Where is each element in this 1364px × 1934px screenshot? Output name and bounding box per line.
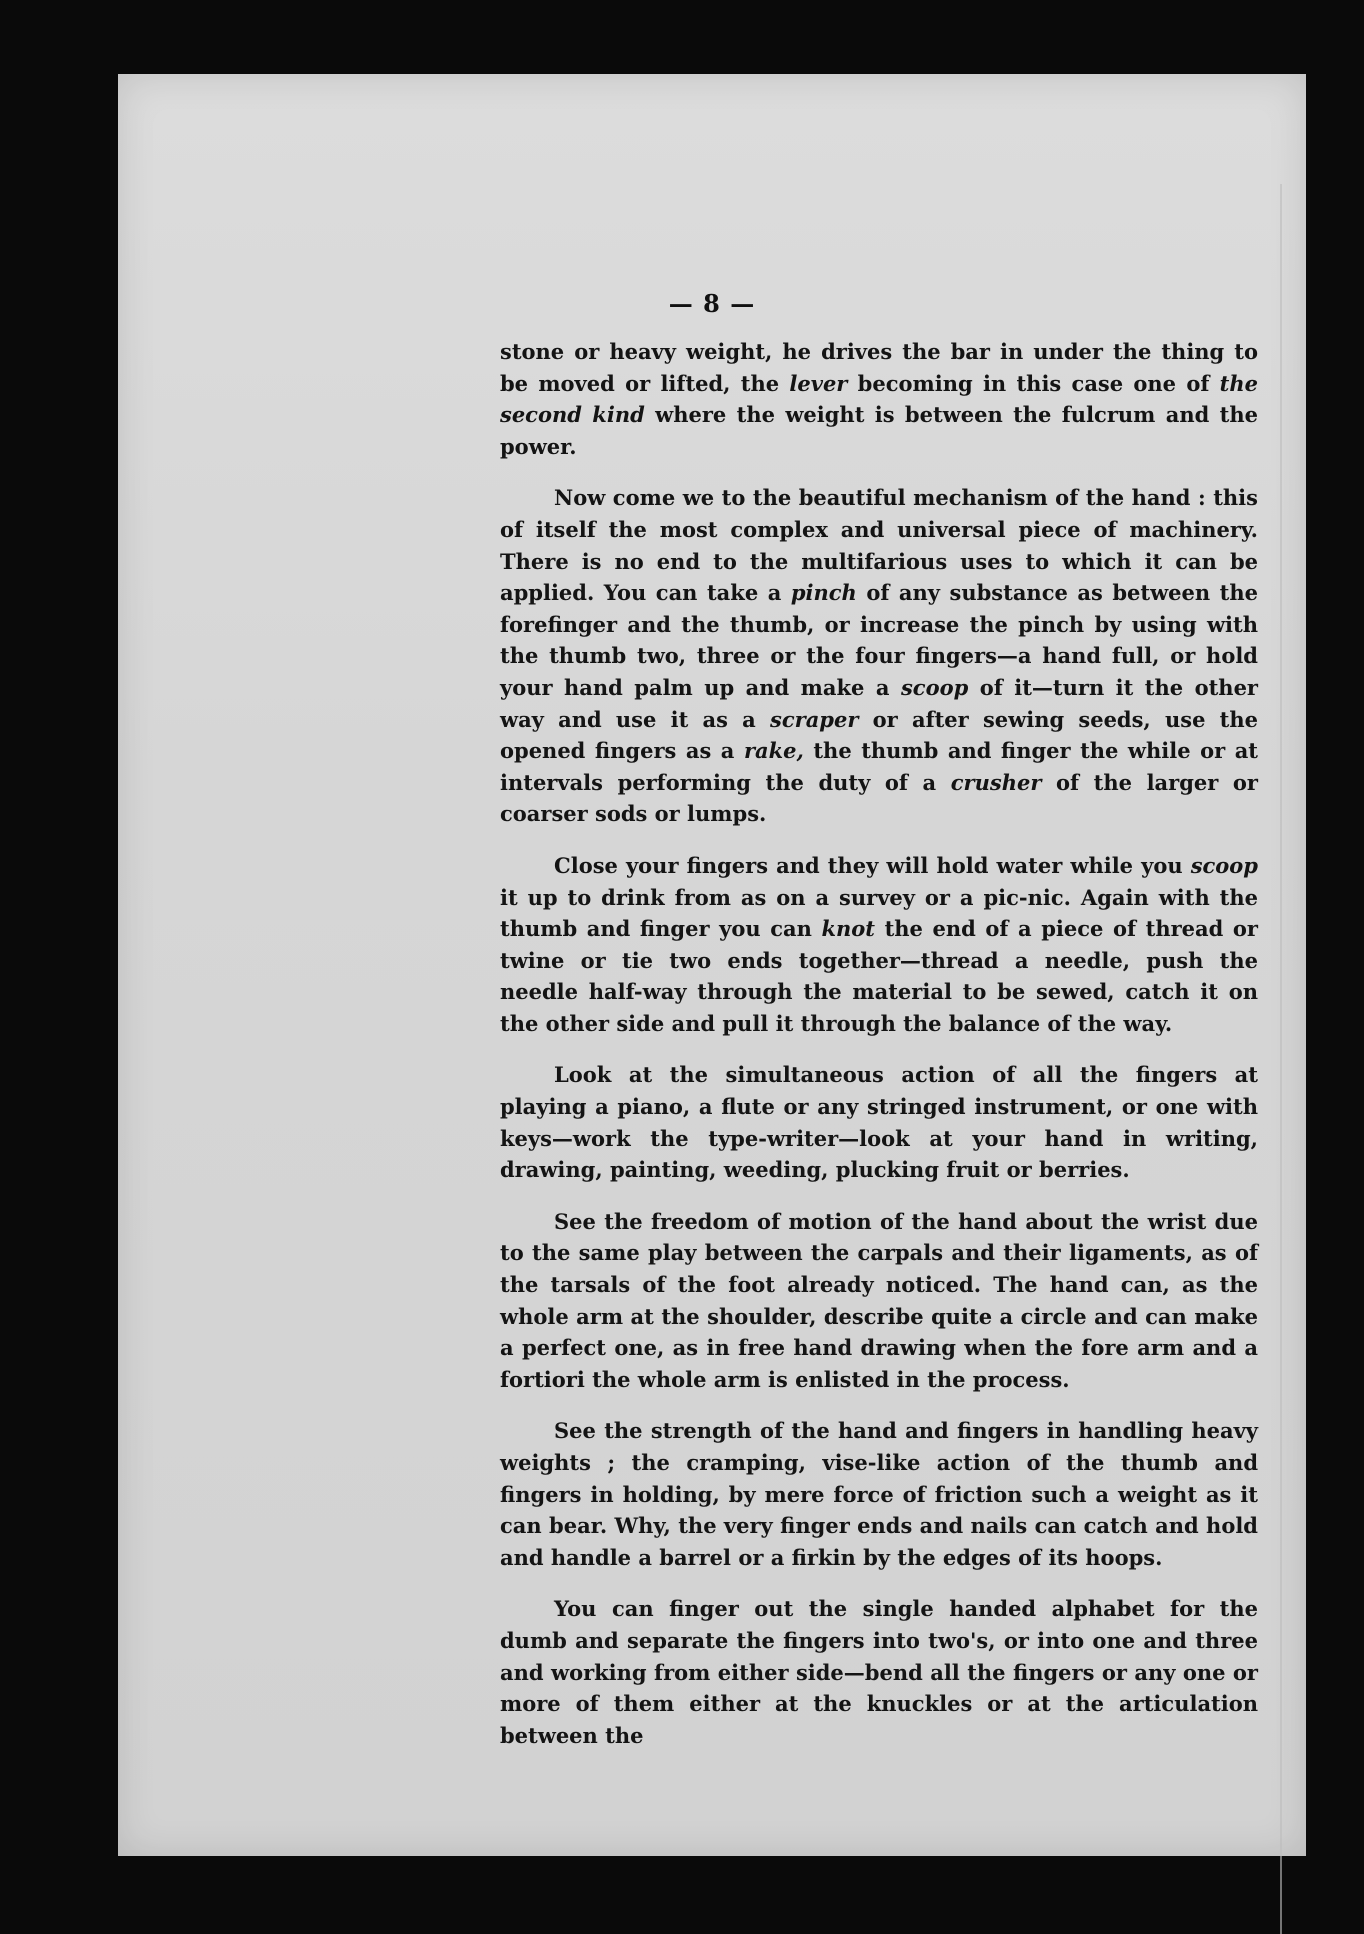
page-edge-shadow	[1280, 184, 1300, 1934]
document-page	[118, 74, 1306, 1856]
text-run: where the weight is between the fulcrum and the power.	[500, 402, 1258, 459]
text-run: See the freedom of motion of the hand about the wrist due to the same play between the carpals and their ligaments, as of the tarsals of the foot already noticed. The hand can, as the whole arm at the shoulder, describe quite a circle and can make a perfect one, as in free hand drawing when the fore arm and a fortiori the whole arm is enlisted in the process.	[500, 1208, 1258, 1392]
text-run: becoming in this case one of	[847, 370, 1220, 396]
italic-term: scraper	[770, 706, 859, 732]
paragraph	[500, 482, 1258, 830]
italic-term: rake,	[743, 738, 804, 764]
page-number: — 8 —	[668, 289, 756, 318]
text-run: stone or heavy weight, he drives the bar in under the thing to be moved or lifted, the	[500, 339, 1258, 396]
italic-term: lever	[789, 370, 848, 396]
paragraph	[500, 1206, 1258, 1396]
italic-term: scoop	[900, 674, 969, 700]
italic-term: pinch	[790, 580, 857, 606]
paragraph	[500, 850, 1258, 1040]
text-run: See the strength of the hand and fingers in handling heavy weights ; the cramping, vise-like action of the thumb and fingers in holding, by mere force of friction such a weight as it can bear. Why, the very finger ends and nails can catch and hold and handle a barrel or a firkin by the edges of its hoops.	[500, 1418, 1258, 1570]
italic-term: the second kind	[500, 370, 1258, 428]
text-run: Look at the simultaneous action of all the fingers at playing a piano, a flute or any stringed instrument, or one with keys—work the type-writer—look at your hand in writing, drawing, painting, weeding, plucking fruit or berries.	[500, 1062, 1258, 1183]
paragraph	[500, 1415, 1258, 1573]
text-run: Now come we to the beautiful mechanism of the hand : this of itself the most complex and universal piece of machinery. There is no end to the multifarious uses to which it can be applied. You can take a	[500, 485, 1258, 606]
text-run: of it—turn it the other way and use it as a	[500, 674, 1259, 732]
text-run: Close your fingers and they will hold water while you	[554, 852, 1191, 878]
text-run: the thumb and finger the while or at intervals performing the duty of a	[500, 738, 1258, 795]
italic-term: scoop	[1190, 852, 1258, 878]
text-run: the end of a piece of thread or twine or tie two ends together—thread a needle, push the needle half-way through the material to be sewed, catch it on the other side and pull it through the balance of the way.	[500, 916, 1258, 1036]
text-run: of the larger or coarser sods or lumps.	[500, 769, 1258, 827]
italic-term: knot	[821, 916, 875, 942]
paragraph	[500, 336, 1258, 462]
text-run: it up to drink from as on a survey or a pic-nic. Again with the thumb and finger you can	[500, 884, 1258, 942]
body-text	[500, 336, 1258, 1771]
paragraph	[500, 1593, 1258, 1751]
paragraph	[500, 1059, 1258, 1185]
text-run: or after sewing seeds, use the opened fingers as a	[500, 706, 1258, 764]
text-run: of any substance as between the forefinger and the thumb, or increase the pinch by using with the thumb two, three or the four fingers—a hand full, or hold your hand palm up and make a	[500, 580, 1258, 700]
italic-term: crusher	[950, 769, 1042, 795]
text-run: You can finger out the single handed alphabet for the dumb and separate the fingers into two's, or into one and three and working from either side—bend all the fingers or any one or more of them either at the knuckles or at the articulation between the	[500, 1596, 1258, 1748]
